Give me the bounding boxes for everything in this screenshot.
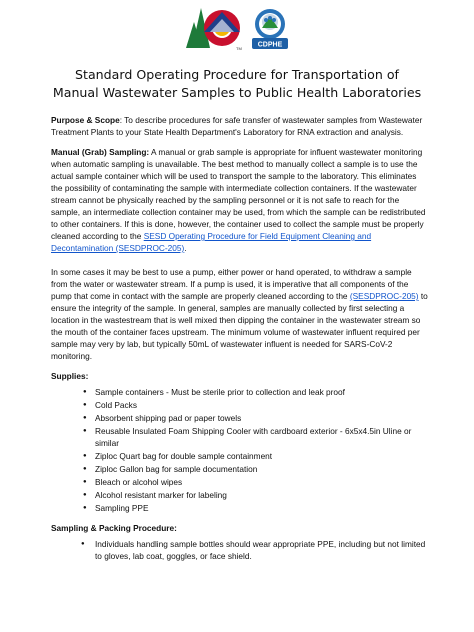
cdphe-label: CDPHE bbox=[257, 41, 283, 49]
supply-list-item: ● Absorbent shipping pad or paper towels bbox=[95, 412, 428, 424]
title-line-1: Standard Operating Procedure for Transportation of bbox=[75, 67, 399, 82]
supply-list-item: ● Alcohol resistant marker for labeling bbox=[95, 489, 428, 501]
colorado-logo bbox=[186, 8, 242, 51]
purpose-paragraph bbox=[51, 114, 428, 138]
purpose-label: Purpose & Scope bbox=[51, 115, 120, 125]
procedure-list bbox=[51, 538, 428, 562]
manual-sampling-end: . bbox=[184, 243, 187, 253]
procedure-heading: Sampling & Packing Procedure: bbox=[51, 523, 177, 533]
pump-paragraph bbox=[51, 266, 428, 362]
supplies-list bbox=[51, 386, 428, 514]
cdphe-logo bbox=[252, 9, 288, 49]
supply-list-item: ● Bleach or alcohol wipes bbox=[95, 476, 428, 488]
manual-sampling-text: A manual or grab sample is appropriate for influent wastewater monitoring when automatic sampling is unavailable. The best method to manually collect a sample is to use the actual sample container which will be used to transport the sample to the laboratory. This eliminates the possibility of contaminating the sample with intermediate collection containers. If the wastewater stream cannot be physically reached by the sampling personnel or it is not safe to reach for the sample, an intermediate collection container may be used, from which the sample can be redistributed to other containers. If this is done, however, the container used to collect the sample must be properly cleaned according to the bbox=[51, 147, 426, 241]
sesd-procedure-link[interactable]: SESD Operating Procedure for Field Equipment Cleaning and Decontamination (SESDPROC-205) bbox=[51, 231, 372, 253]
sesdproc-link[interactable]: (SESDPROC-205) bbox=[349, 291, 419, 301]
title-line-2: Manual Wastewater Samples to Public Health Laboratories bbox=[52, 85, 422, 100]
supply-list-item: ● Reusable Insulated Foam Shipping Cooler with cardboard exterior - 6x5x4.5in Uline or similar bbox=[95, 425, 428, 449]
manual-sampling-label: Manual (Grab) Sampling: bbox=[51, 147, 150, 157]
page-title bbox=[0, 66, 474, 102]
procedure-list-item: ● Individuals handling sample bottles should wear appropriate PPE, including but not limited to gloves, lab coat, goggles, or face shield. bbox=[95, 538, 428, 562]
supply-list-item: ● Cold Packs bbox=[95, 399, 428, 411]
document-body bbox=[51, 114, 428, 562]
pump-text-2: to ensure the integrity of the sample. In general, samples are manually collected by first selecting a location in the wastestream that is well mixed then dipping the container in the wastewater stream so the mouth of the container faces upstream. The minimum volume of wastewater influent required per sample may very by lab, but typically 50mL of wastewater influent is needed for SARS-CoV-2 monitoring. bbox=[51, 291, 428, 361]
supplies-heading: Supplies: bbox=[51, 371, 89, 381]
supply-list-item: ● Sampling PPE bbox=[95, 502, 428, 514]
manual-sampling-paragraph bbox=[51, 146, 428, 254]
supply-list-item: ● Ziploc Quart bag for double sample containment bbox=[95, 450, 428, 462]
supply-list-item: ● Ziploc Gallon bag for sample documentation bbox=[95, 463, 428, 475]
logo-area bbox=[0, 0, 474, 56]
purpose-text: : To describe procedures for safe transfer of wastewater samples from Wastewater Treatment Plants to your State Health Department's Laboratory for RNA extraction and analysis. bbox=[51, 115, 423, 137]
header-logos bbox=[0, 0, 474, 56]
svg-text:TM: TM bbox=[236, 46, 242, 51]
supply-list-item: ● Sample containers - Must be sterile prior to collection and leak proof bbox=[95, 386, 428, 398]
pump-text-1: In some cases it may be best to use a pump, either power or hand operated, to withdraw a sample from the water or wastewater stream. If a pump is used, it is imperative that all components of the pump that come in contact with the sample are properly cleaned according to the bbox=[51, 267, 412, 301]
